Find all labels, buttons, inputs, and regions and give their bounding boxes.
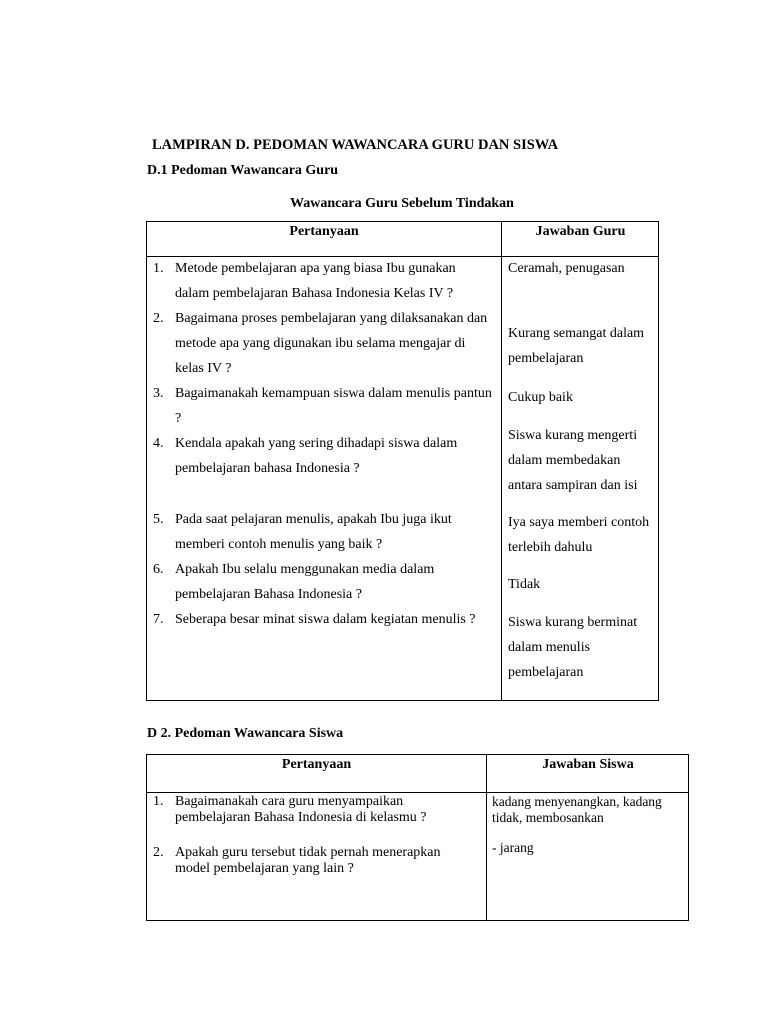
table1-column-divider [501, 222, 502, 700]
question-number: 7. [153, 612, 164, 627]
answer-text: Iya saya memberi contoh terlebih dahulu [508, 515, 650, 555]
question-number: 2. [153, 845, 164, 860]
question-text: Seberapa besar minat siswa dalam kegiatan menulis ? [175, 612, 476, 627]
table1-header-question: Pertanyaan [289, 224, 359, 239]
table1-caption: Wawancara Guru Sebelum Tindakan [290, 196, 514, 211]
question-text: Metode pembelajaran apa yang biasa Ibu gunakan dalam pembelajaran Bahasa Indonesia Kelas IV ? [175, 261, 456, 301]
question-number: 6. [153, 562, 164, 577]
section2-title: D 2. Pedoman Wawancara Siswa [147, 726, 344, 741]
table2-column-divider [486, 755, 487, 920]
question-item [147, 256, 493, 306]
answer-text: Siswa kurang mengerti dalam membedakan antara sampiran dan isi [508, 428, 638, 493]
question-item [147, 845, 477, 877]
answer-text: Cukup baik [508, 390, 573, 405]
question-text: Bagaimana proses pembelajaran yang dilaksanakan dan metode apa yang digunakan ibu selama mengajar di kelas IV ? [175, 311, 488, 376]
table2-header-divider [147, 792, 688, 793]
table2-header-answer: Jawaban Siswa [542, 757, 634, 772]
answer-text: Kurang semangat dalam pembelajaran [508, 326, 645, 366]
student-interview-table [146, 754, 689, 921]
answer-text: kadang menyenangkan, kadang tidak, membosankan [492, 794, 662, 825]
question-number: 4. [153, 436, 164, 451]
question-item [147, 557, 493, 607]
answer-text: - jarang [492, 840, 534, 855]
question-text: Kendala apakah yang sering dihadapi siswa dalam pembelajaran bahasa Indonesia ? [175, 436, 458, 476]
question-item [147, 431, 493, 481]
page-heading: LAMPIRAN D. PEDOMAN WAWANCARA GURU DAN SISWA [152, 137, 559, 153]
table1-header-answer: Jawaban Guru [535, 224, 626, 239]
answer-text: Ceramah, penugasan [508, 261, 625, 276]
question-number: 3. [153, 386, 164, 401]
section1-title: D.1 Pedoman Wawancara Guru [147, 163, 339, 178]
question-number: 1. [153, 794, 164, 809]
question-number: 1. [153, 261, 164, 276]
question-text: Bagaimanakah cara guru menyampaikan pembelajaran Bahasa Indonesia di kelasmu ? [175, 794, 427, 825]
question-item [147, 381, 493, 431]
answer-text: Siswa kurang berminat dalam menulis pembelajaran [508, 615, 638, 680]
question-text: Bagaimanakah kemampuan siswa dalam menulis pantun ? [175, 386, 492, 426]
question-item [147, 306, 493, 381]
question-number: 2. [153, 311, 164, 326]
question-item [147, 507, 493, 557]
question-text: Apakah guru tersebut tidak pernah menerapkan model pembelajaran yang lain ? [175, 845, 441, 876]
answer-text: Tidak [508, 577, 541, 592]
question-item [147, 607, 493, 632]
question-text: Apakah Ibu selalu menggunakan media dalam pembelajaran Bahasa Indonesia ? [175, 562, 435, 602]
question-item [147, 794, 477, 826]
table2-header-question: Pertanyaan [281, 757, 352, 772]
question-text: Pada saat pelajaran menulis, apakah Ibu juga ikut memberi contoh menulis yang baik ? [175, 512, 452, 552]
question-number: 5. [153, 512, 164, 527]
teacher-interview-table [146, 221, 659, 701]
